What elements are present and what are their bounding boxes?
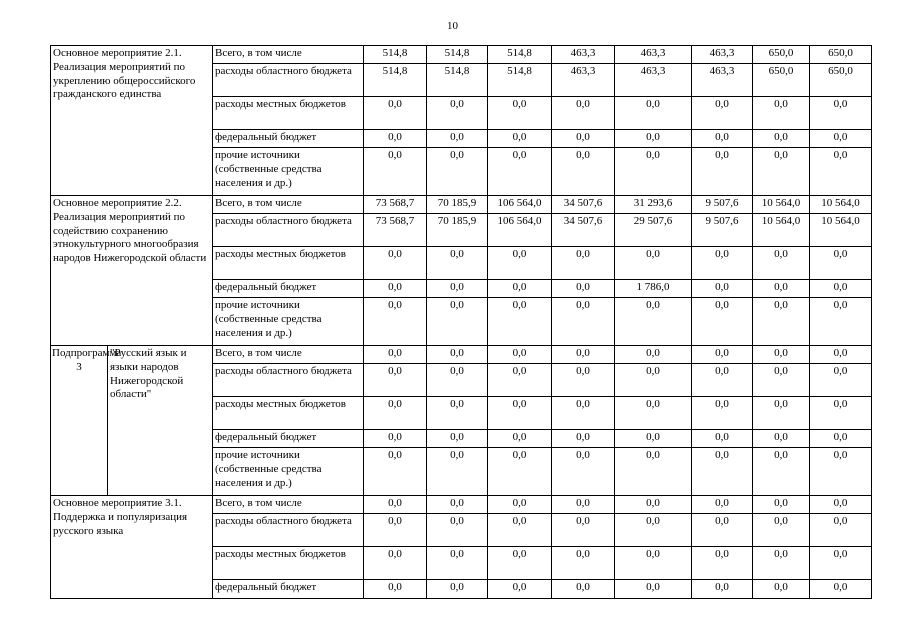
value-cell: 0,0	[364, 298, 427, 346]
value-cell: 0,0	[753, 448, 810, 496]
value-cell: 10 564,0	[810, 196, 872, 214]
subprogram-title: "Русский язык и языки народов Нижегородской области"	[108, 346, 213, 496]
value-cell: 0,0	[552, 430, 615, 448]
value-cell: 9 507,6	[692, 196, 753, 214]
value-cell: 0,0	[552, 514, 615, 547]
value-cell: 0,0	[692, 247, 753, 280]
value-cell: 0,0	[692, 580, 753, 599]
value-cell: 0,0	[753, 397, 810, 430]
value-cell: 34 507,6	[552, 214, 615, 247]
value-cell: 0,0	[488, 346, 552, 364]
value-cell: 463,3	[615, 64, 692, 97]
measure-title: Основное мероприятие 3.1. Поддержка и популяризация русского языка	[51, 496, 213, 599]
value-cell: 0,0	[692, 496, 753, 514]
value-cell: 73 568,7	[364, 196, 427, 214]
table-row	[51, 196, 872, 214]
funding-source-label: Всего, в том числе	[213, 346, 364, 364]
funding-source-label: прочие источники (собственные средства населения и др.)	[213, 148, 364, 196]
budget-table	[50, 45, 872, 599]
value-cell: 73 568,7	[364, 214, 427, 247]
value-cell: 29 507,6	[615, 214, 692, 247]
value-cell: 0,0	[692, 430, 753, 448]
value-cell: 0,0	[753, 97, 810, 130]
value-cell: 0,0	[364, 364, 427, 397]
funding-source-label: федеральный бюджет	[213, 580, 364, 599]
value-cell: 0,0	[692, 346, 753, 364]
value-cell: 0,0	[488, 397, 552, 430]
page-number: 10	[447, 20, 458, 32]
value-cell: 0,0	[810, 547, 872, 580]
value-cell: 0,0	[364, 130, 427, 148]
funding-source-label: расходы областного бюджета	[213, 64, 364, 97]
value-cell: 0,0	[692, 364, 753, 397]
funding-source-label: расходы областного бюджета	[213, 364, 364, 397]
value-cell: 514,8	[427, 46, 488, 64]
value-cell: 0,0	[753, 247, 810, 280]
value-cell: 0,0	[427, 130, 488, 148]
value-cell: 0,0	[488, 514, 552, 547]
value-cell: 0,0	[753, 514, 810, 547]
value-cell: 0,0	[810, 514, 872, 547]
measure-title: Основное мероприятие 2.1. Реализация мероприятий по укреплению общероссийского гражданского единства	[51, 46, 213, 196]
value-cell: 0,0	[753, 346, 810, 364]
value-cell: 0,0	[615, 148, 692, 196]
value-cell: 0,0	[364, 514, 427, 547]
value-cell: 0,0	[427, 247, 488, 280]
value-cell: 0,0	[615, 448, 692, 496]
value-cell: 0,0	[552, 448, 615, 496]
value-cell: 0,0	[615, 298, 692, 346]
value-cell: 10 564,0	[810, 214, 872, 247]
value-cell: 0,0	[753, 280, 810, 298]
value-cell: 0,0	[615, 397, 692, 430]
value-cell: 463,3	[552, 64, 615, 97]
value-cell: 0,0	[552, 346, 615, 364]
value-cell: 0,0	[810, 346, 872, 364]
value-cell: 650,0	[810, 64, 872, 97]
subprogram-number: Подпрограмма 3	[51, 346, 108, 496]
value-cell: 0,0	[427, 430, 488, 448]
value-cell: 0,0	[753, 130, 810, 148]
value-cell: 0,0	[692, 547, 753, 580]
value-cell: 0,0	[692, 448, 753, 496]
value-cell: 0,0	[810, 448, 872, 496]
value-cell: 70 185,9	[427, 196, 488, 214]
value-cell: 0,0	[810, 148, 872, 196]
value-cell: 0,0	[615, 496, 692, 514]
value-cell: 0,0	[692, 148, 753, 196]
table-row	[51, 346, 872, 364]
value-cell: 0,0	[552, 148, 615, 196]
value-cell: 0,0	[427, 280, 488, 298]
value-cell: 0,0	[488, 496, 552, 514]
value-cell: 0,0	[552, 496, 615, 514]
value-cell: 0,0	[488, 298, 552, 346]
value-cell: 650,0	[810, 46, 872, 64]
value-cell: 0,0	[364, 496, 427, 514]
value-cell: 0,0	[692, 130, 753, 148]
funding-source-label: Всего, в том числе	[213, 196, 364, 214]
value-cell: 0,0	[427, 97, 488, 130]
funding-source-label: расходы местных бюджетов	[213, 397, 364, 430]
value-cell: 463,3	[552, 46, 615, 64]
value-cell: 0,0	[488, 364, 552, 397]
value-cell: 0,0	[753, 364, 810, 397]
value-cell: 0,0	[810, 280, 872, 298]
value-cell: 0,0	[692, 97, 753, 130]
value-cell: 0,0	[810, 580, 872, 599]
value-cell: 0,0	[427, 346, 488, 364]
value-cell: 650,0	[753, 46, 810, 64]
value-cell: 0,0	[810, 397, 872, 430]
value-cell: 0,0	[427, 496, 488, 514]
value-cell: 0,0	[552, 97, 615, 130]
value-cell: 0,0	[810, 298, 872, 346]
value-cell: 0,0	[692, 397, 753, 430]
value-cell: 514,8	[364, 46, 427, 64]
value-cell: 0,0	[364, 148, 427, 196]
table-row	[51, 496, 872, 514]
value-cell: 514,8	[427, 64, 488, 97]
funding-source-label: расходы областного бюджета	[213, 514, 364, 547]
value-cell: 0,0	[488, 448, 552, 496]
value-cell: 0,0	[615, 346, 692, 364]
funding-source-label: федеральный бюджет	[213, 130, 364, 148]
value-cell: 0,0	[615, 364, 692, 397]
value-cell: 0,0	[427, 448, 488, 496]
value-cell: 0,0	[427, 580, 488, 599]
funding-source-label: Всего, в том числе	[213, 46, 364, 64]
funding-source-label: расходы местных бюджетов	[213, 97, 364, 130]
value-cell: 0,0	[552, 547, 615, 580]
value-cell: 0,0	[552, 397, 615, 430]
value-cell: 0,0	[364, 430, 427, 448]
value-cell: 0,0	[753, 298, 810, 346]
value-cell: 1 786,0	[615, 280, 692, 298]
value-cell: 0,0	[488, 148, 552, 196]
value-cell: 0,0	[692, 298, 753, 346]
value-cell: 0,0	[615, 580, 692, 599]
value-cell: 0,0	[552, 364, 615, 397]
value-cell: 0,0	[753, 547, 810, 580]
value-cell: 650,0	[753, 64, 810, 97]
value-cell: 463,3	[692, 46, 753, 64]
funding-source-label: расходы областного бюджета	[213, 214, 364, 247]
value-cell: 70 185,9	[427, 214, 488, 247]
value-cell: 0,0	[615, 430, 692, 448]
funding-source-label: прочие источники (собственные средства населения и др.)	[213, 298, 364, 346]
value-cell: 0,0	[753, 430, 810, 448]
value-cell: 0,0	[364, 280, 427, 298]
value-cell: 0,0	[810, 97, 872, 130]
value-cell: 10 564,0	[753, 214, 810, 247]
value-cell: 0,0	[364, 97, 427, 130]
funding-source-label: прочие источники (собственные средства населения и др.)	[213, 448, 364, 496]
value-cell: 106 564,0	[488, 214, 552, 247]
value-cell: 0,0	[692, 514, 753, 547]
value-cell: 0,0	[552, 130, 615, 148]
value-cell: 0,0	[615, 130, 692, 148]
value-cell: 514,8	[364, 64, 427, 97]
value-cell: 0,0	[364, 346, 427, 364]
value-cell: 0,0	[488, 97, 552, 130]
funding-source-label: расходы местных бюджетов	[213, 247, 364, 280]
value-cell: 0,0	[753, 580, 810, 599]
value-cell: 0,0	[753, 496, 810, 514]
value-cell: 514,8	[488, 46, 552, 64]
value-cell: 0,0	[427, 298, 488, 346]
table-row	[51, 46, 872, 64]
funding-source-label: расходы местных бюджетов	[213, 547, 364, 580]
value-cell: 9 507,6	[692, 214, 753, 247]
value-cell: 0,0	[427, 364, 488, 397]
value-cell: 0,0	[810, 430, 872, 448]
value-cell: 0,0	[753, 148, 810, 196]
value-cell: 0,0	[488, 547, 552, 580]
value-cell: 34 507,6	[552, 196, 615, 214]
funding-source-label: Всего, в том числе	[213, 496, 364, 514]
value-cell: 0,0	[488, 247, 552, 280]
funding-source-label: федеральный бюджет	[213, 280, 364, 298]
value-cell: 0,0	[427, 397, 488, 430]
value-cell: 0,0	[364, 397, 427, 430]
value-cell: 31 293,6	[615, 196, 692, 214]
value-cell: 0,0	[810, 496, 872, 514]
value-cell: 463,3	[692, 64, 753, 97]
value-cell: 0,0	[692, 280, 753, 298]
value-cell: 0,0	[552, 247, 615, 280]
value-cell: 514,8	[488, 64, 552, 97]
value-cell: 0,0	[364, 580, 427, 599]
value-cell: 0,0	[488, 280, 552, 298]
value-cell: 0,0	[615, 514, 692, 547]
value-cell: 0,0	[427, 547, 488, 580]
value-cell: 0,0	[488, 130, 552, 148]
value-cell: 463,3	[615, 46, 692, 64]
value-cell: 0,0	[488, 430, 552, 448]
value-cell: 0,0	[552, 580, 615, 599]
measure-title: Основное мероприятие 2.2. Реализация мероприятий по содействию сохранению этнокультурного многообразия народов Нижегородской области	[51, 196, 213, 346]
value-cell: 0,0	[364, 448, 427, 496]
value-cell: 0,0	[364, 247, 427, 280]
value-cell: 0,0	[810, 130, 872, 148]
value-cell: 0,0	[615, 97, 692, 130]
value-cell: 0,0	[427, 514, 488, 547]
value-cell: 0,0	[427, 148, 488, 196]
value-cell: 0,0	[488, 580, 552, 599]
value-cell: 0,0	[615, 247, 692, 280]
value-cell: 0,0	[615, 547, 692, 580]
value-cell: 0,0	[552, 298, 615, 346]
value-cell: 0,0	[810, 247, 872, 280]
value-cell: 106 564,0	[488, 196, 552, 214]
value-cell: 10 564,0	[753, 196, 810, 214]
value-cell: 0,0	[552, 280, 615, 298]
value-cell: 0,0	[810, 364, 872, 397]
funding-source-label: федеральный бюджет	[213, 430, 364, 448]
value-cell: 0,0	[364, 547, 427, 580]
